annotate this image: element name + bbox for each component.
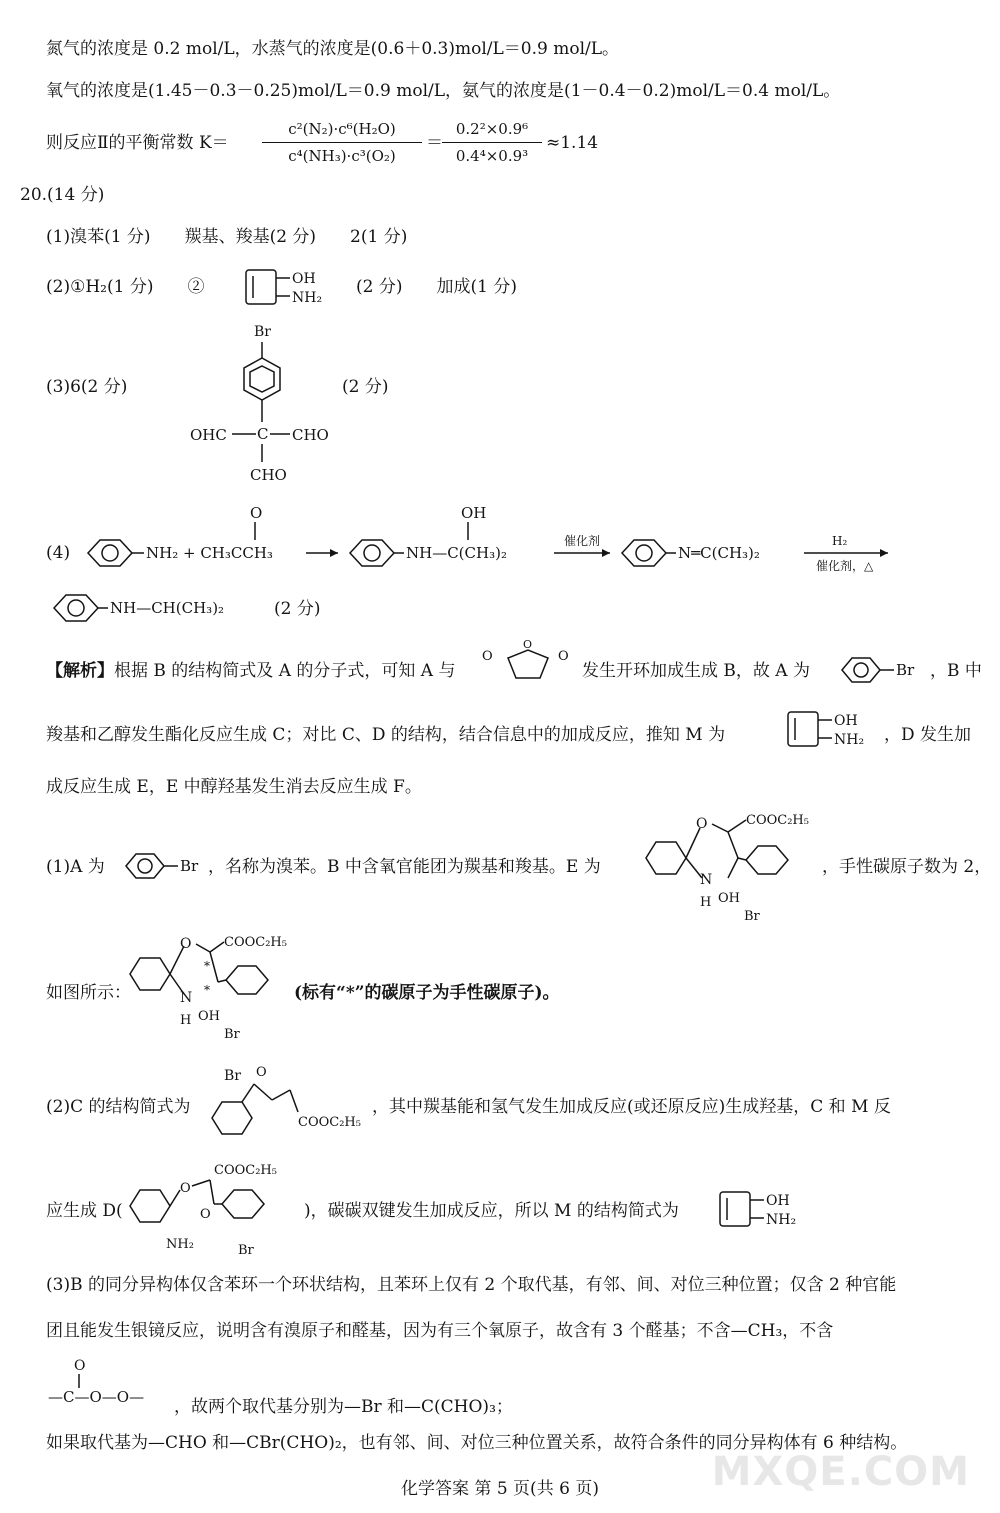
svg-text:H: H bbox=[700, 895, 712, 910]
svg-text:OH: OH bbox=[198, 1009, 220, 1024]
answer-part-4-score: (2 分) bbox=[274, 599, 321, 619]
svg-text:N═C(CH₃)₂: N═C(CH₃)₂ bbox=[678, 544, 760, 562]
compound-e-structure bbox=[640, 804, 820, 934]
analysis-text-2a: 羧基和乙醇发生酯化反应生成 C；对比 C、D 的结构，结合信息中的加成反应，推知 M 为 bbox=[46, 725, 726, 745]
answer-part-2a: (2)①H₂(1 分) ② bbox=[46, 277, 205, 297]
equilibrium-constant-prefix: 则反应Ⅱ的平衡常数 K＝ bbox=[46, 133, 229, 153]
svg-text:NH—C(CH₃)₂: NH—C(CH₃)₂ bbox=[406, 544, 507, 562]
detail-1a: (1)A 为 bbox=[46, 857, 105, 877]
answer-part-1: (1)溴苯(1 分) 羰基、羧基(2 分) 2(1 分) bbox=[46, 227, 408, 247]
svg-text:NH₂: NH₂ bbox=[166, 1237, 194, 1252]
svg-text:CHO: CHO bbox=[250, 466, 287, 484]
fraction-2-numerator: 0.2²×0.9⁶ bbox=[455, 120, 529, 138]
svg-text:*: * bbox=[204, 959, 210, 973]
svg-text:O: O bbox=[250, 504, 263, 522]
answer-part-2b: (2 分) 加成(1 分) bbox=[356, 277, 517, 297]
svg-text:OH: OH bbox=[834, 713, 858, 729]
svg-text:O: O bbox=[523, 638, 533, 651]
bromophenyl-trialdehyde-structure bbox=[180, 322, 340, 492]
detail-3d: 如果取代基为—CHO 和—CBr(CHO)₂，也有邻、间、对位三种位置关系，故符合条件的同分异构体有 6 种结构。 bbox=[46, 1433, 908, 1453]
svg-text:H₂: H₂ bbox=[832, 534, 848, 548]
svg-text:—C—O—O—: —C—O—O— bbox=[48, 1388, 145, 1406]
chiral-carbon-structure bbox=[124, 930, 294, 1050]
svg-text:Br: Br bbox=[224, 1027, 240, 1042]
svg-text:COOC₂H₅: COOC₂H₅ bbox=[746, 813, 809, 828]
analysis-text-1b: 发生开环加成生成 B，故 A 为 bbox=[582, 661, 810, 681]
svg-text:N: N bbox=[180, 990, 193, 1006]
svg-text:Br: Br bbox=[896, 661, 915, 679]
svg-text:O: O bbox=[74, 1358, 86, 1374]
svg-text:O: O bbox=[180, 1181, 191, 1196]
compound-c-structure bbox=[206, 1060, 386, 1150]
svg-text:OH: OH bbox=[766, 1193, 790, 1209]
svg-text:Br: Br bbox=[254, 324, 271, 340]
svg-text:O: O bbox=[482, 649, 493, 664]
m-structure-icon bbox=[238, 264, 348, 314]
detail-3a: (3)B 的同分异构体仅含苯环一个环状结构，且苯环上仅有 2 个取代基，有邻、间、对位三种位置；仅含 2 种官能 bbox=[46, 1275, 897, 1295]
analysis-text-1a: 根据 B 的结构简式及 A 的分子式，可知 A 与 bbox=[114, 661, 456, 681]
svg-text:C: C bbox=[257, 425, 269, 443]
detail-1d: 如图所示： bbox=[46, 983, 131, 1003]
fraction-1-denominator: c⁴(NH₃)·c³(O₂) bbox=[288, 147, 396, 165]
svg-text:COOC₂H₅: COOC₂H₅ bbox=[298, 1115, 361, 1130]
svg-text:催化剂，△: 催化剂，△ bbox=[816, 559, 874, 573]
svg-text:O: O bbox=[180, 936, 192, 952]
answer-part-3b: (2 分) bbox=[342, 377, 389, 397]
answer-page: 氮气的浓度是 0.2 mol/L，水蒸气的浓度是(0.6＋0.3)mol/L＝0.9 mol/L。 氧气的浓度是(1.45－0.3－0.25)mol/L＝0.9 mol/L，氨气的浓度是(1－0.4－0.2)mol/L＝0.4 mol/L。 则反应Ⅱ的平衡常数 K＝ c²(N₂)·c⁶(H₂O) c⁴(NH₃)·c³(O₂) ＝ 0.2²×0.9⁶ 0.4⁴×0.9³ ≈1.14 20.(14 分) (1)溴苯(1 分) 羰基、羧基(2 分) 2(1 分) (2)①H₂(1 分) ② OH NH₂ (2 分) 加成(1 分) (3)6(2 分) Br OHC C CHO CHO (2 分) (4) NH₂ + CH₃CCH₃ O NH—C(CH₃)₂ OH 催化剂 N═C(CH₃)₂ H₂ 催化剂，△ NH—CH(CH₃)₂ (2 分) 【解析】根据 B 的结构简式及 A 的分子式，可知 A 与 O O O 发生开环加成生成 B，故 A 为 Br ，B 中 羧基和乙醇发生酯化反应生成 C；对比 C、D 的结构，结合信息中的加成反应，推知 M 为 OH NH₂ ，D 发生加 成反应生成 E，E 中醇羟基发生消去反应生成 F。 (1)A 为 Br ，名称为溴苯。B 中含氧官能团为羰基和羧基。E 为 O COOC₂H₅ N H OH Br ，手性碳原子数为 2， 如图所示： O * COOC₂H₅ * N H OH Br (标有“*”的碳原子为手性碳原子)。 (2)C 的结构简式为 Br O COOC₂H₅ ，其中羰基能和氢气发生加成反应(或还原反应)生成羟基，C 和 M 反 应生成 D( O COOC₂H₅ O NH₂ Br )，碳碳双键发生加成反应，所以 M 的结构简式为 OH NH₂ (3)B 的同分异构体仅含苯环一个环状结构，且苯环上仅有 2 个取代基，有邻、间、对位三种位置；仅含 2 种官能 团且能发生银镜反应，说明含有溴原子和醛基，因为有三个氧原子，故含有 3 个醛基；不含—CH₃，不含 O —C—O—O— ，故两个取代基分别为—Br 和—C(CHO)₃； 如果取代基为—CHO 和—CBr(CHO)₂，也有邻、间、对位三种位置关系，故符合条件的同分异构体有 6 种结构。 化学答案 第 5 页(共 6 页) MXQE.COM bbox=[0, 0, 1000, 1513]
detail-2c: 应生成 D( bbox=[46, 1201, 123, 1221]
analysis-tag: 【解析】 bbox=[46, 661, 114, 681]
svg-text:COOC₂H₅: COOC₂H₅ bbox=[214, 1163, 277, 1178]
watermark: MXQE.COM bbox=[711, 1449, 970, 1495]
bromobenzene-icon bbox=[838, 650, 928, 690]
svg-text:H: H bbox=[180, 1013, 192, 1028]
detail-2a: (2)C 的结构简式为 bbox=[46, 1097, 191, 1117]
detail-1b: ，名称为溴苯。B 中含氧官能团为羰基和羧基。E 为 bbox=[208, 857, 601, 877]
detail-2d: )，碳碳双键发生加成反应，所以 M 的结构简式为 bbox=[304, 1201, 679, 1221]
detail-3b: 团且能发生银镜反应，说明含有溴原子和醛基，因为有三个氧原子，故含有 3 个醛基；不含—CH₃，不含 bbox=[46, 1321, 834, 1341]
svg-text:Br: Br bbox=[180, 857, 199, 875]
svg-text:O: O bbox=[558, 649, 569, 664]
svg-text:OH: OH bbox=[718, 891, 740, 906]
page-footer: 化学答案 第 5 页(共 6 页) bbox=[401, 1479, 599, 1499]
detail-2b: ，其中羰基能和氢气发生加成反应(或还原反应)生成羟基，C 和 M 反 bbox=[372, 1097, 891, 1117]
maleic-anhydride-icon bbox=[478, 638, 578, 696]
text-line-1: 氮气的浓度是 0.2 mol/L，水蒸气的浓度是(0.6＋0.3)mol/L＝0.9 mol/L。 bbox=[46, 39, 620, 59]
answer-part-4: (4) bbox=[46, 543, 71, 563]
answer-part-3a: (3)6(2 分) bbox=[46, 377, 128, 397]
fraction-2-denominator: 0.4⁴×0.9³ bbox=[455, 147, 529, 165]
m-structure-icon-3 bbox=[714, 1186, 814, 1236]
fraction-1-numerator: c²(N₂)·c⁶(H₂O) bbox=[288, 120, 396, 138]
svg-text:NH₂ + CH₃CCH₃: NH₂ + CH₃CCH₃ bbox=[146, 544, 273, 562]
reaction-scheme bbox=[80, 500, 900, 620]
detail-1e: (标有“*”的碳原子为手性碳原子)。 bbox=[294, 983, 560, 1003]
svg-text:O: O bbox=[256, 1065, 267, 1080]
svg-text:NH₂: NH₂ bbox=[766, 1212, 797, 1228]
svg-text:*: * bbox=[204, 983, 210, 997]
svg-text:NH—CH(CH₃)₂: NH—CH(CH₃)₂ bbox=[110, 599, 225, 617]
svg-text:O: O bbox=[200, 1207, 211, 1222]
bromobenzene-icon-2 bbox=[122, 846, 212, 886]
fraction-2 bbox=[442, 118, 542, 167]
question-20-header: 20.(14 分) bbox=[20, 185, 105, 205]
svg-text:COOC₂H₅: COOC₂H₅ bbox=[224, 935, 287, 950]
text-line-2: 氧气的浓度是(1.45－0.3－0.25)mol/L＝0.9 mol/L，氨气的浓度是(1－0.4－0.2)mol/L＝0.4 mol/L。 bbox=[46, 81, 841, 101]
svg-text:Br: Br bbox=[744, 909, 760, 924]
fraction-1 bbox=[262, 118, 422, 167]
analysis-text-3: 成反应生成 E，E 中醇羟基发生消去反应生成 F。 bbox=[46, 777, 422, 797]
equilibrium-result: ≈1.14 bbox=[546, 133, 599, 153]
svg-text:O: O bbox=[696, 816, 708, 832]
svg-text:催化剂: 催化剂 bbox=[564, 534, 601, 548]
detail-3c: ，故两个取代基分别为—Br 和—C(CHO)₃； bbox=[174, 1397, 513, 1417]
svg-text:CHO: CHO bbox=[292, 426, 329, 444]
oh-label: OH bbox=[292, 271, 316, 287]
svg-text:Br: Br bbox=[224, 1068, 241, 1084]
svg-text:OHC: OHC bbox=[190, 426, 227, 444]
svg-text:Br: Br bbox=[238, 1243, 254, 1258]
nh2-label: NH₂ bbox=[292, 290, 323, 306]
analysis-text-2b: ，D 发生加 bbox=[884, 725, 972, 745]
analysis-text-1c: ，B 中 bbox=[930, 661, 982, 681]
detail-1c: ，手性碳原子数为 2， bbox=[822, 857, 992, 877]
svg-text:N: N bbox=[700, 872, 713, 888]
compound-d-structure bbox=[122, 1160, 302, 1260]
svg-text:OH: OH bbox=[461, 504, 487, 522]
m-structure-icon-2 bbox=[782, 706, 882, 756]
svg-text:NH₂: NH₂ bbox=[834, 732, 865, 748]
